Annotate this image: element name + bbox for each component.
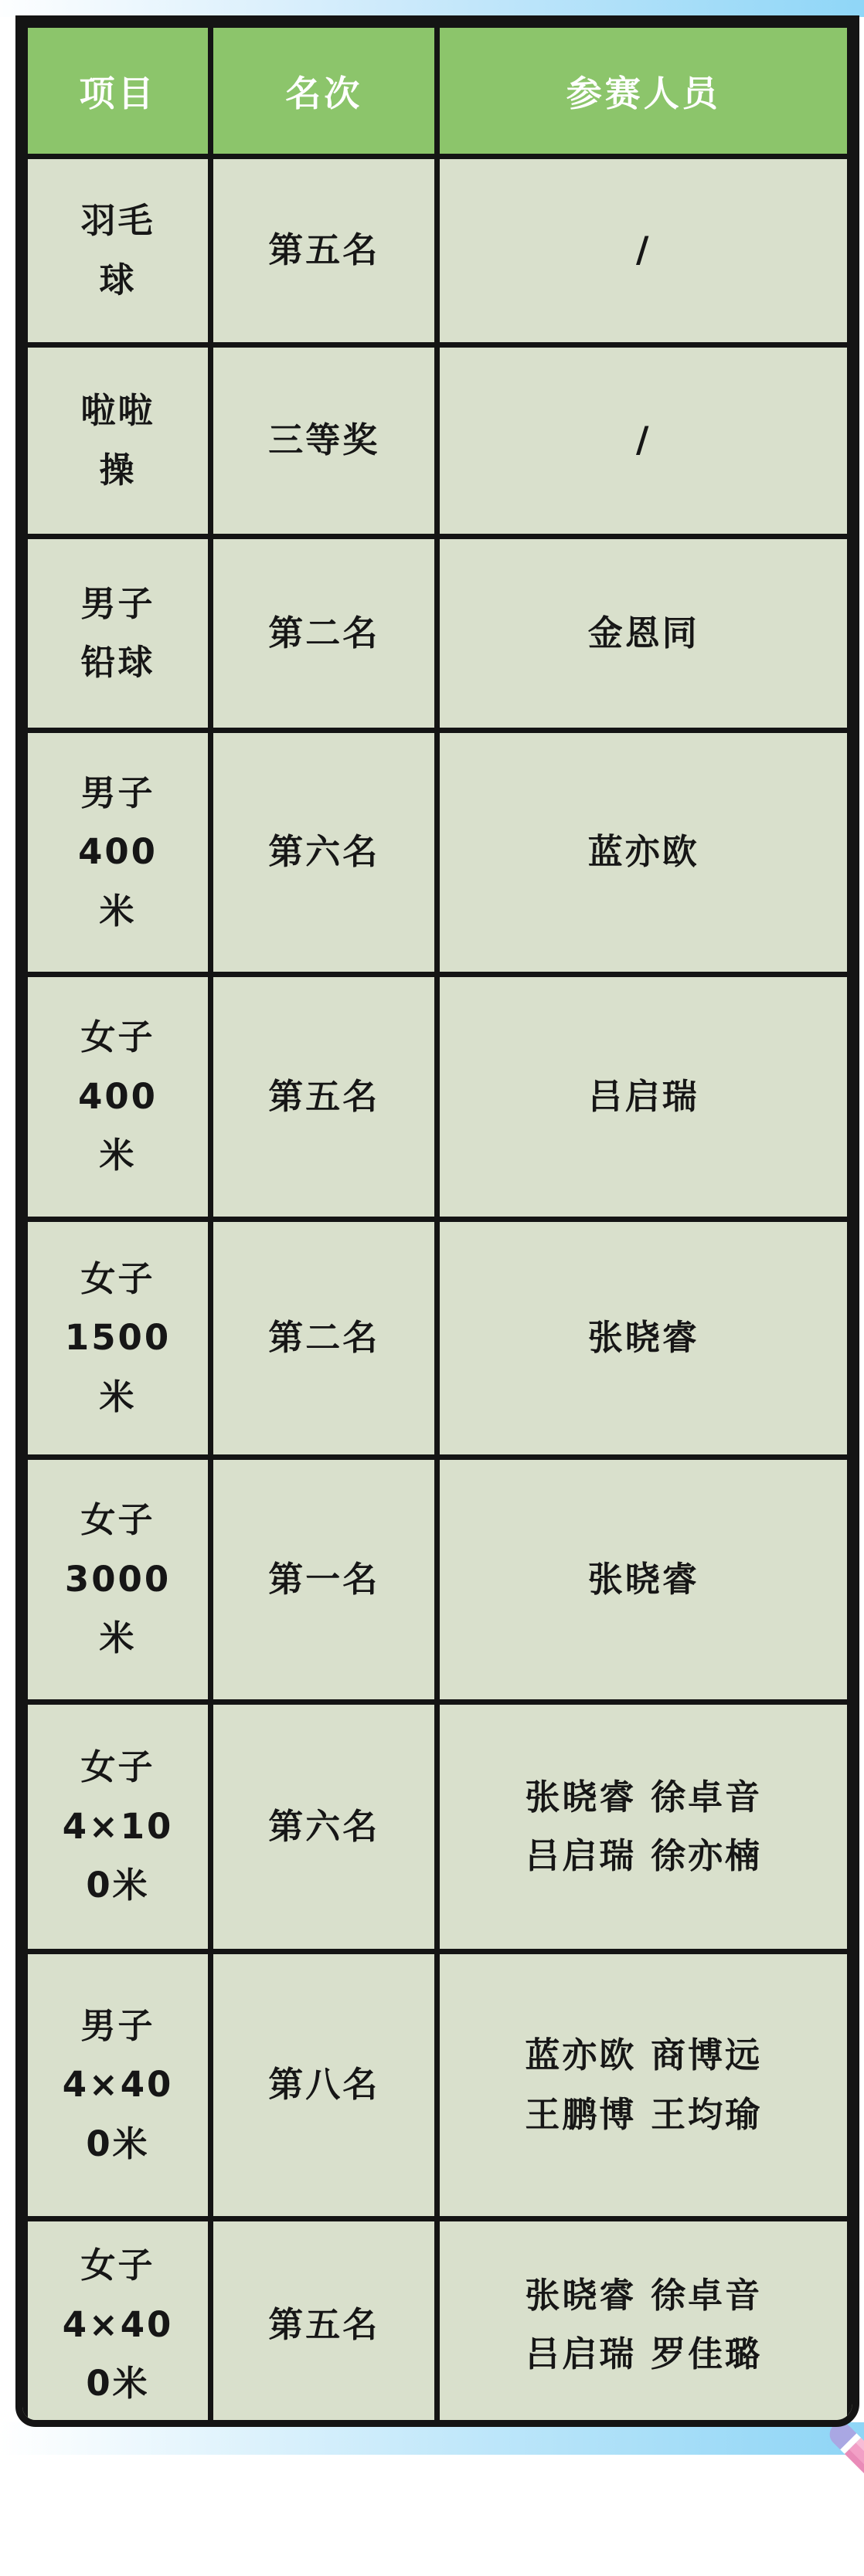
event-cell [26,2219,211,2428]
participants-line: 吕启瑞 [587,1075,699,1117]
event-line: 米 [99,1135,137,1176]
participants-cell [437,1952,850,2219]
event-cell [26,1220,211,1458]
event-line: 铅球 [80,642,155,683]
event-line: 球 [99,259,137,300]
event-line: 操 [99,449,137,490]
event-cell [26,1702,211,1952]
event-line: 女子 [80,1257,155,1299]
table-row [26,1702,850,1952]
event-line: 羽毛 [80,200,155,241]
rank-cell: 三等奖 [211,345,437,537]
participants-line: 张晓睿 徐卓音 [525,2274,763,2316]
table-row [26,345,850,537]
event-line: 男子 [80,772,155,813]
event-line: 米 [99,890,137,932]
event-line: 400 [78,1075,158,1117]
event-line: 1500 [64,1317,172,1359]
participants-line: 蓝亦欧 商博远 [525,2035,763,2075]
event-line: 米 [99,1376,137,1417]
event-line: 女子 [80,1746,155,1788]
table-row [26,537,850,731]
table-row [26,731,850,975]
event-line: 男子 [80,2004,155,2046]
event-cell [26,537,211,731]
participants-line: 金恩同 [587,612,699,653]
participants-cell [437,157,850,345]
rank-cell: 第二名 [211,537,437,731]
event-cell [26,731,211,975]
event-line: 0米 [86,1865,150,1906]
event-line: 女子 [80,1016,155,1058]
table-row [26,157,850,345]
event-line: 400 [78,831,158,873]
table-row [26,2219,850,2428]
event-line: 3000 [64,1558,172,1600]
participants-line: 张晓睿 [587,1558,699,1600]
participants-cell [437,2219,850,2428]
event-line: 4×10 [62,1805,174,1847]
event-line: 0米 [86,2123,150,2164]
results-table-container [15,15,859,2427]
rank-cell: 第六名 [211,731,437,975]
event-cell [26,345,211,537]
header-cell-rank: 名次 [211,25,437,157]
bottom-accent-band [0,2422,864,2455]
participants-line: 王鹏博 王均瑜 [525,2093,763,2135]
event-cell [26,1952,211,2219]
participants-line: / [636,229,651,271]
event-line: 米 [99,1617,137,1659]
event-line: 4×40 [62,2303,174,2345]
event-line: 男子 [80,582,155,624]
pencil-body [845,2438,864,2576]
event-line: 女子 [80,1499,155,1541]
header-row [26,25,850,157]
rank-cell: 第五名 [211,157,437,345]
rank-cell: 第一名 [211,1458,437,1702]
event-line: 4×40 [62,2064,174,2106]
event-line: 啦啦 [80,390,155,431]
table-row [26,975,850,1220]
rank-cell: 第五名 [211,2219,437,2428]
participants-cell [437,1458,850,1702]
table-row [26,1952,850,2219]
participants-cell [437,731,850,975]
rank-cell: 第六名 [211,1702,437,1952]
participants-cell [437,1220,850,1458]
event-line: 0米 [86,2363,150,2405]
table-row [26,1220,850,1458]
participants-cell [437,975,850,1220]
participants-line: 张晓睿 徐卓音 [525,1776,763,1817]
participants-line: 蓝亦欧 [587,831,699,873]
participants-cell [437,1702,850,1952]
event-cell [26,1458,211,1702]
event-cell [26,157,211,345]
event-line: 女子 [80,2245,155,2286]
participants-line: 吕启瑞 徐亦楠 [525,1835,763,1876]
participants-cell [437,537,850,731]
participants-line: 吕启瑞 罗佳璐 [525,2333,763,2374]
header-cell-participants: 参赛人员 [437,25,850,157]
header-cell-event: 项目 [26,25,211,157]
results-table [22,22,852,2427]
rank-cell: 第五名 [211,975,437,1220]
rank-cell: 第二名 [211,1220,437,1458]
top-accent-band [0,0,864,17]
table-row [26,1458,850,1702]
participants-line: / [636,419,651,461]
participants-cell [437,345,850,537]
rank-cell: 第八名 [211,1952,437,2219]
participants-line: 张晓睿 [587,1317,699,1359]
event-cell [26,975,211,1220]
